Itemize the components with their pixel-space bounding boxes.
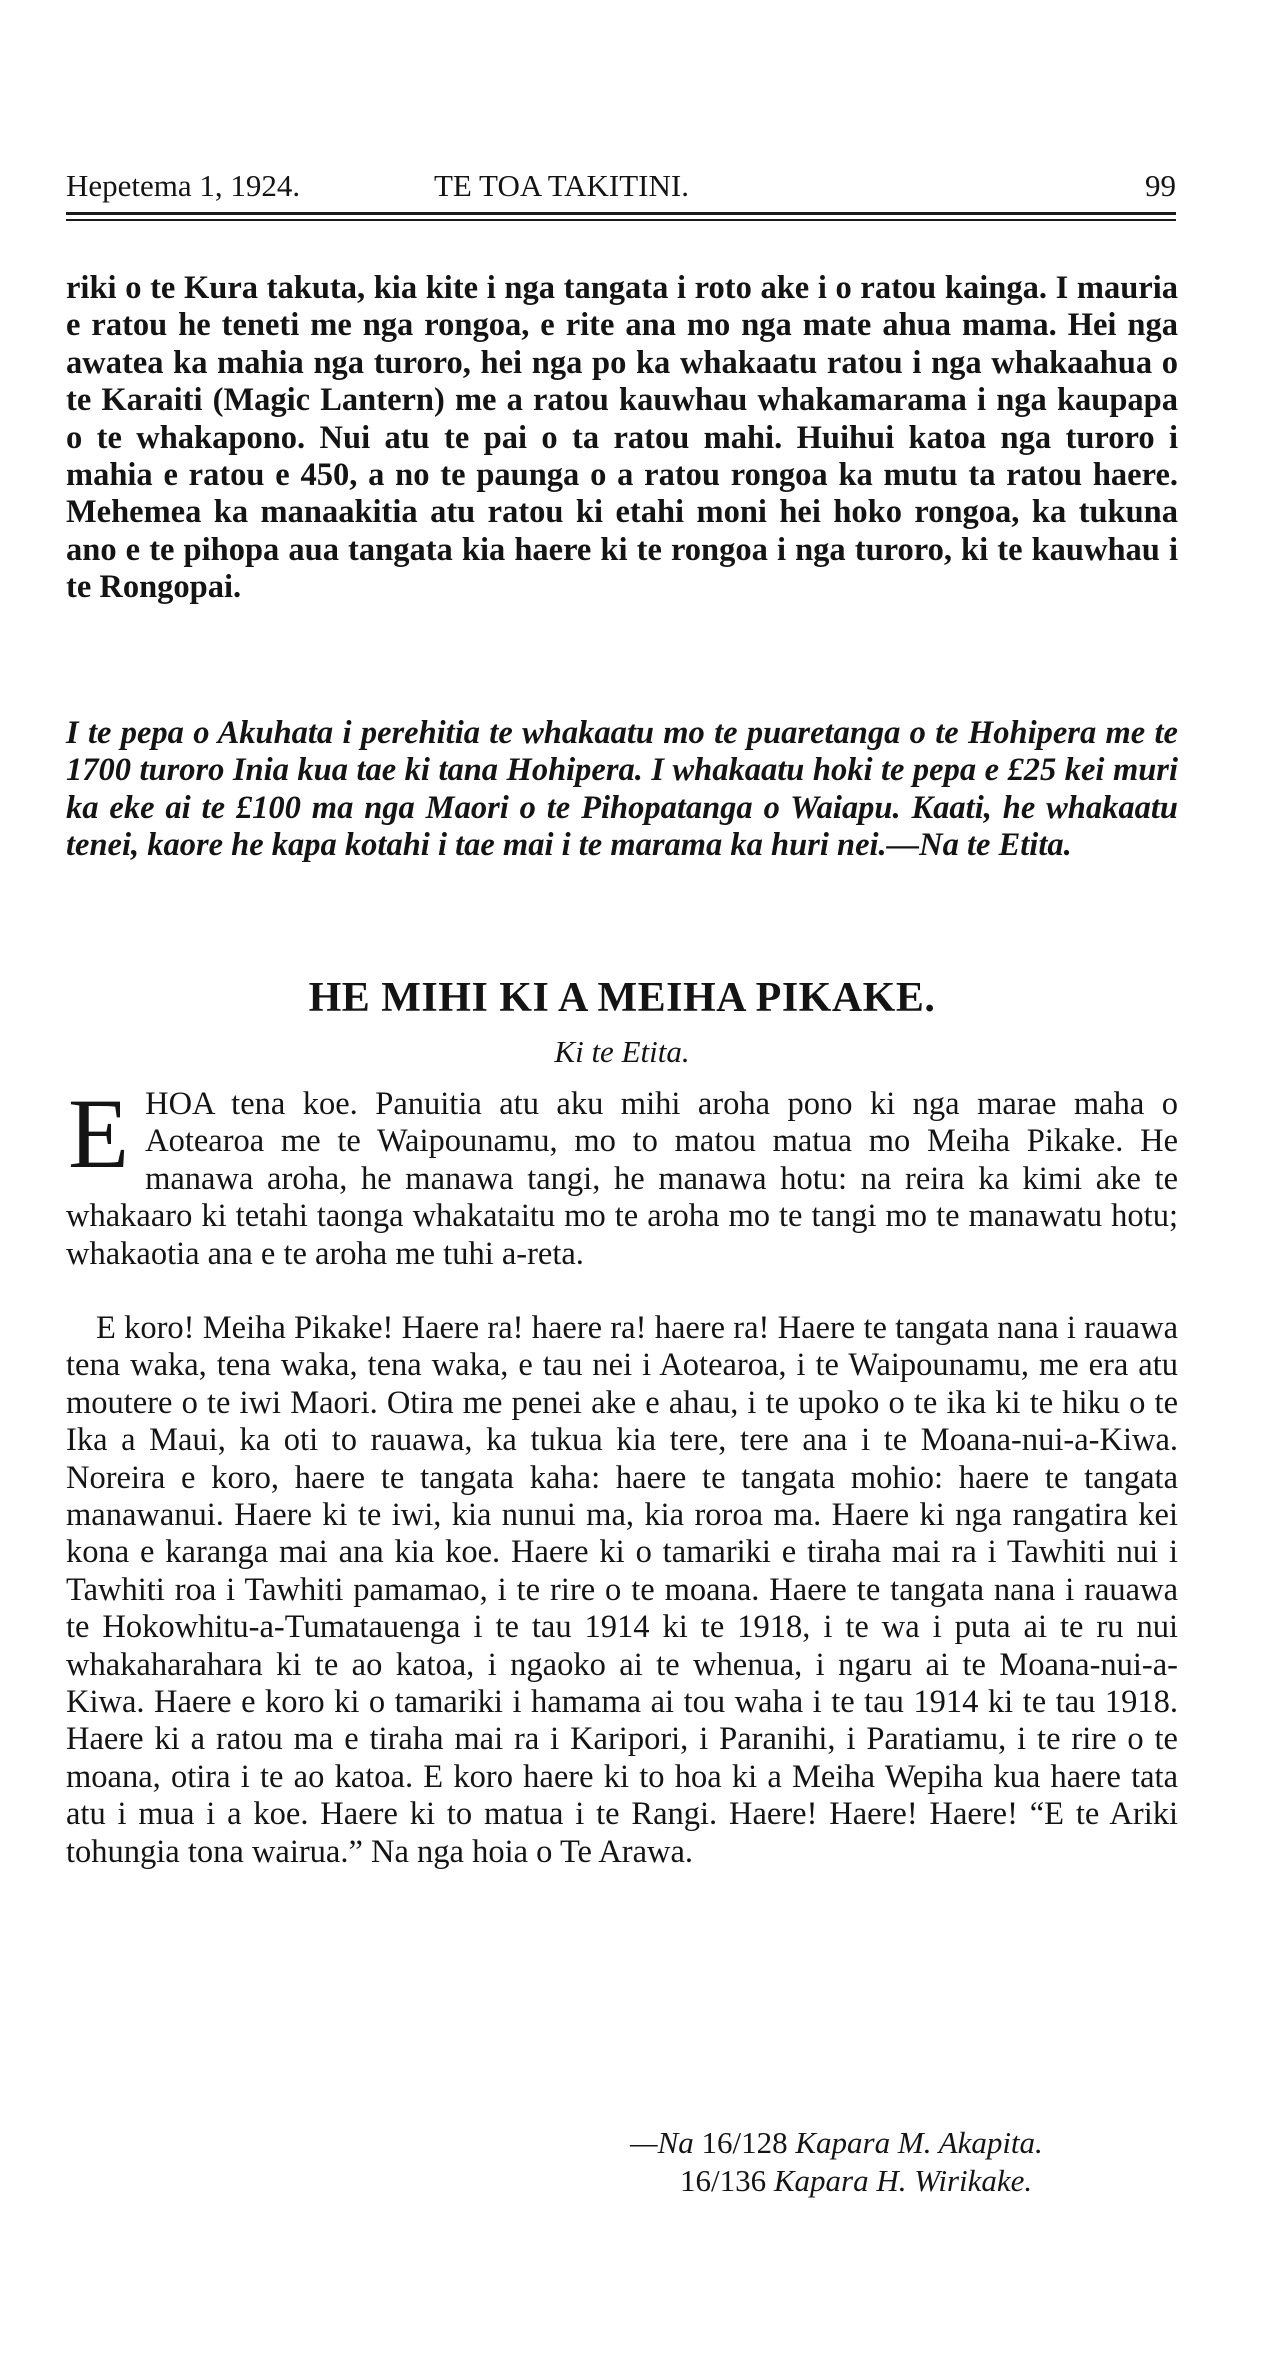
article-heading: HE MIHI KI A MEIHA PIKAKE.	[308, 975, 936, 1021]
running-header	[66, 168, 1176, 208]
body-paragraph-1: riki o te Kura takuta, kia kite i nga tangata i roto ake i o ratou kainga. I mauria e ratou he teneti me nga rongoa, e rite ana mo nga mate ahua mama. Hei nga awatea ka mahia nga turoro, hei nga po ka whakaatu ratou i nga whakaahua o te Karaiti (Magic Lantern) me a ratou kauwhau whakamarama i nga kaupapa o te whakapono. Nui atu te pai o ta ratou mahi. Huihui katoa nga turoro i mahia e ratou e 450, a no te paunga o a ratou rongoa ka mutu ta ratou haere. Mehemea ka manaakitia atu ratou ki etahi moni hei hoko rongoa, ka tukuna ano e te pihopa aua tangata kia haere ki te rongoa i nga turoro, ki te kauwhau i te Rongopai.	[66, 270, 1178, 606]
letter-paragraph-1	[66, 1078, 1178, 1273]
letter-paragraph-2: E koro! Meiha Pikake! Haere ra! haere ra! haere ra! Haere te tangata nana i rauawa tena waka, tena waka, tena waka, e tau nei i Aotearoa, i te Waipounamu, me era atu moutere o te iwi Maori. Otira me penei ake e ahau, i te upoko o te ika ki te hiku o te Ika a Maui, ka oti to rauawa, ka tukua kia tere, tere ana i te Moana-nui-a-Kiwa. Noreira e koro, haere te tangata kaha: haere te tangata mohio: haere te tangata manawanui. Haere ki te iwi, kia nunui ma, kia roroa ma. Haere ki nga rangatira kei kona e karanga mai ana kia koe. Haere ki o tamariki e tiraha mai ra i Tawhiti nui i Tawhiti roa i Tawhiti pamamao, i te rire o te moana. Haere te tangata nana i rauawa te Hokowhitu-a-Tumatauenga i te tau 1914 ki te 1918, i te wa i puta ai te ru nui whakaharahara ki te ao katoa, i ngaoko ai te whenua, i ngaru ai te Moana-nui-a-Kiwa. Haere e koro ki o tamariki i hamama ai tou waha i te tau 1914 ki te tau 1918. Haere ki a ratou ma e tiraha mai ra i Karipori, i Paranihi, i Paratiamu, i te rire o te moana, otira i te ao katoa. E koro haere ki to hoa ki a Meiha Wepiha kua haere tata atu i mua i a koe. Haere ki to matua i te Rangi. Haere! Haere! Haere! “E te Ariki tohungia tona wairua.” Na nga hoia o Te Arawa.	[66, 1310, 1178, 1870]
header-rule-thin	[66, 219, 1176, 221]
signature-2-name: Kapara H. Wirikake.	[773, 2163, 1033, 2198]
signature-1-number: 16/128	[701, 2125, 788, 2160]
article-byline: Ki te Etita.	[554, 1034, 690, 1069]
drop-cap: E	[68, 1078, 130, 1189]
signature-line-1	[630, 2125, 1043, 2161]
signature-line-2	[680, 2163, 1032, 2199]
signature-2-number: 16/136	[680, 2163, 767, 2198]
header-date: Hepetema 1, 1924.	[66, 168, 301, 203]
header-rule	[66, 212, 1176, 215]
signature-1-name: Kapara M. Akapita.	[795, 2125, 1043, 2160]
page-number: 99	[1145, 168, 1176, 203]
editor-note-paragraph: I te pepa o Akuhata i perehitia te whakaatu mo te puaretanga o te Hohipera me te 1700 turoro Inia kua tae ki tana Hohipera. I whakaatu hoki te pepa e £25 kei muri ka eke ai te £100 ma nga Maori o te Pihopatanga o Waiapu. Kaati, he whakaatu tenei, kaore he kapa kotahi i tae mai i te marama ka huri nei.—Na te Etita.	[66, 715, 1178, 864]
signature-prefix: —Na	[630, 2125, 694, 2160]
header-title: TE TOA TAKITINI.	[434, 168, 689, 203]
letter-paragraph-1-text: HOA tena koe. Panuitia atu aku mihi aroha pono ki nga marae maha o Aotearoa me te Waipounamu, mo to matou matua mo Meiha Pikake. He manawa aroha, he manawa tangi, he manawa hotu: na reira ka kimi ake te whakaaro ki tetahi taonga whakataitu mo te aroha mo te tangi mo te manawatu hotu; whakaotia ana e te aroha me tuhi a-reta.	[66, 1086, 1178, 1272]
